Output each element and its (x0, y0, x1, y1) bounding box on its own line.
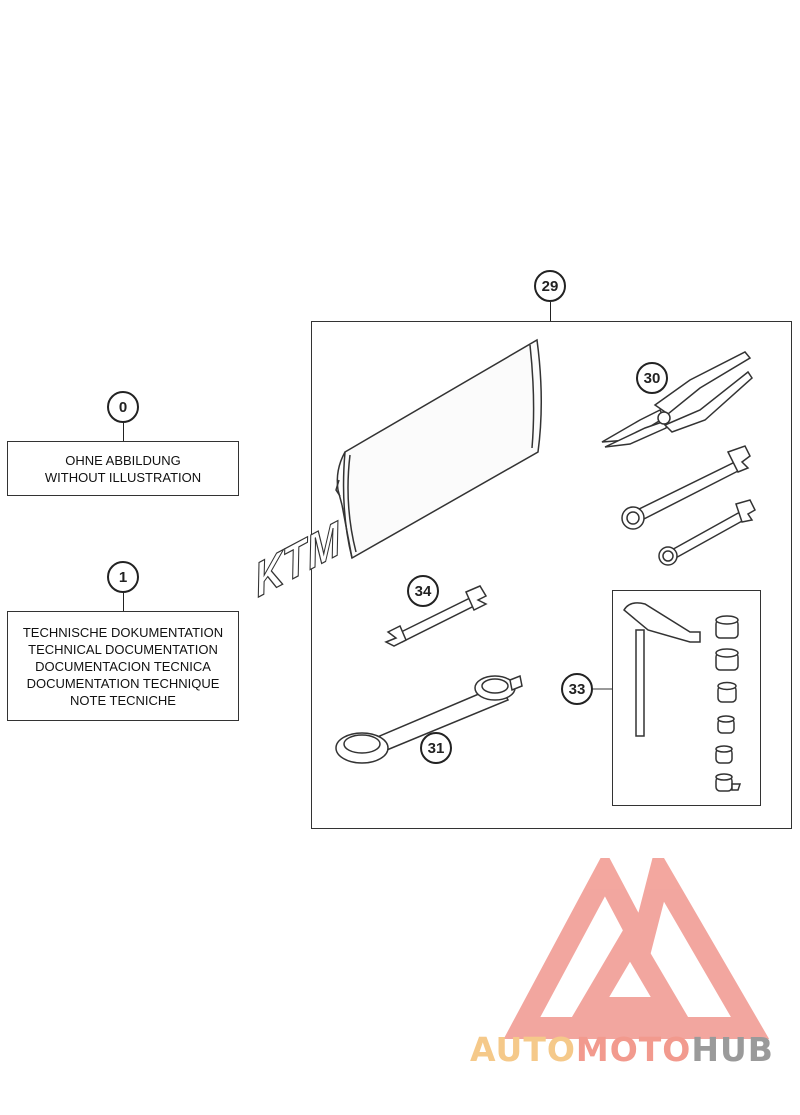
callout-34 (407, 575, 439, 607)
combination-wrench-small (659, 500, 755, 565)
callout-31 (420, 732, 452, 764)
callout-0-label: 0 (118, 398, 128, 416)
bit-sockets (716, 616, 740, 791)
callout-33-label: 33 (568, 680, 586, 698)
tool-pouch (336, 340, 541, 558)
box1-line-3: DOCUMENTACION TECNICA (35, 658, 211, 674)
box1-line-4: DOCUMENTATION TECHNIQUE (26, 675, 220, 691)
callout-33 (561, 673, 593, 705)
box0-line-2: WITHOUT ILLUSTRATION (44, 469, 202, 485)
watermark-text (470, 1030, 774, 1069)
box0-line-1: OHNE ABBILDUNG (65, 452, 181, 468)
watermark-text-auto: AUTO (470, 1030, 576, 1069)
t-handle-driver (624, 603, 700, 736)
callout-31-label: 31 (427, 739, 445, 757)
pouch-logo: KTM (251, 510, 344, 608)
callout-30 (636, 362, 668, 394)
box1-line-5: NOTE TECNICHE (70, 692, 176, 708)
watermark-text-moto: MOTO (575, 1030, 692, 1069)
pliers (602, 352, 752, 447)
callout-1-label: 1 (118, 568, 128, 586)
box1-line-1: TECHNISCHE DOKUMENTATION (22, 624, 224, 640)
box1-line-2: TECHNICAL DOCUMENTATION (28, 641, 218, 657)
callout-30-label: 30 (643, 369, 661, 387)
callout-34-label: 34 (414, 582, 432, 600)
callout-29-label: 29 (541, 277, 559, 295)
watermark-text-hub: HUB (691, 1030, 774, 1069)
